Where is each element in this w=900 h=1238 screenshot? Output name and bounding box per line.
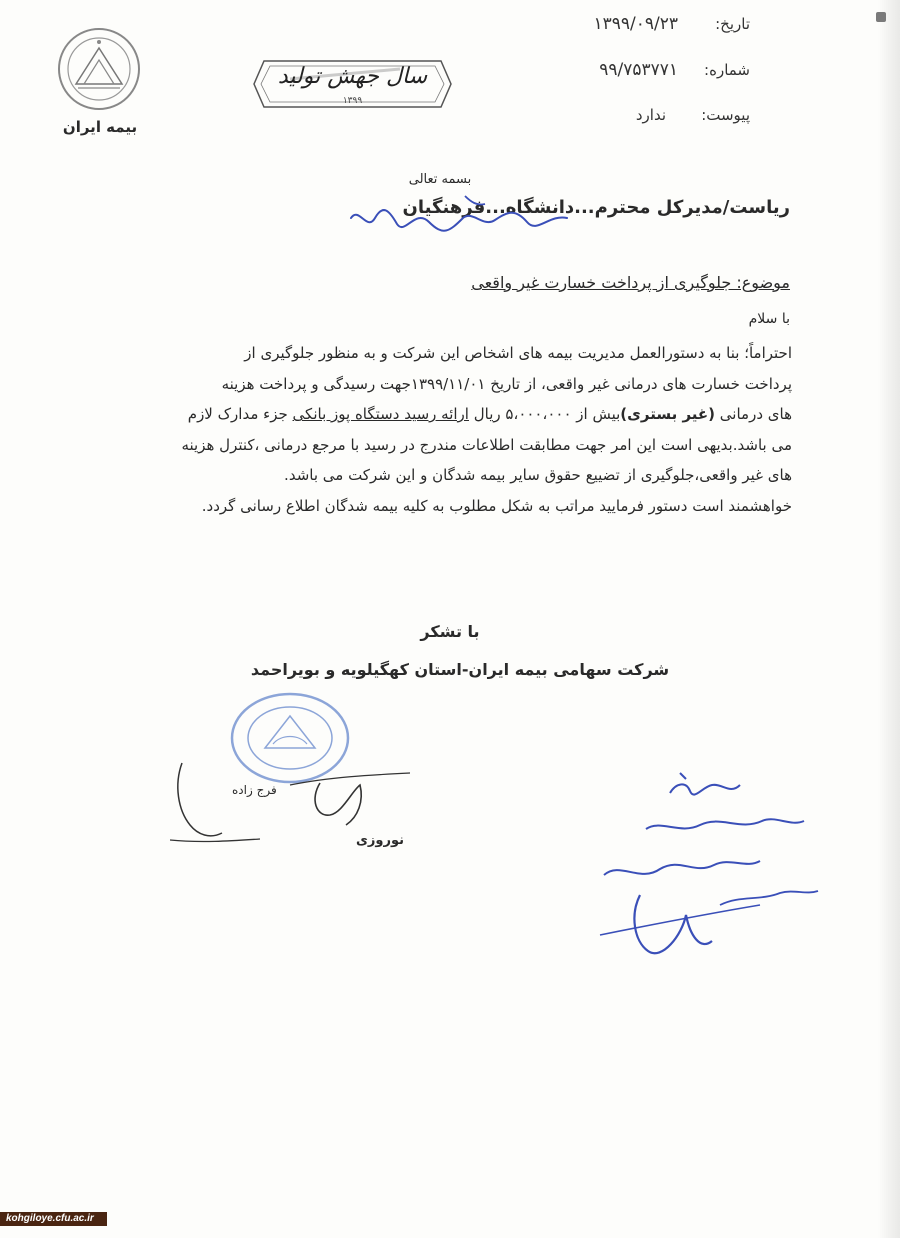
attachment-value: ندارد (635, 106, 666, 124)
signer-1-name: فرج زاده (232, 783, 277, 797)
banner-year: ۱۳۹۹ (342, 96, 363, 106)
attachment-label: پیوست: (701, 106, 750, 124)
body-line-3 (107, 399, 792, 430)
body-line-4: می باشد.بدیهی است این امر جهت مطابقت اطلاعات مندرج در رسید با مرجع درمانی ،کنترل هزینه (181, 435, 792, 454)
banner-slogan: سال جهش تولید (277, 64, 428, 89)
number-value: ۹۹/۷۵۳۷۷۱ (599, 60, 678, 80)
subject-line: موضوع: جلوگیری از پرداخت خسارت غیر واقعی (471, 273, 790, 292)
site-watermark: kohgiloye.cfu.ac.ir (0, 1212, 107, 1226)
company-name: شرکت سهامی بیمه ایران-استان کهگیلویه و بویراحمد (250, 660, 670, 679)
addressee: ریاست/مدیرکل محترم...دانشگاه...فرهنگیان (402, 197, 790, 218)
body-line-3e: جزء مدارک لازم (187, 405, 293, 424)
scan-mark (876, 12, 886, 22)
bismillah: بسمه تعالی (408, 172, 472, 187)
number-row (599, 60, 750, 80)
handwritten-referral-note (590, 765, 840, 985)
greeting: با سلام (748, 311, 790, 327)
date-row (593, 14, 750, 34)
date-value: ۱۳۹۹/۰۹/۲۳ (593, 14, 678, 34)
body-line-5: های غیر واقعی،جلوگیری از تضییع حقوق سایر بیمه شدگان و این شرکت می باشد. (284, 466, 792, 485)
signer-2-name: نوروزی (356, 833, 404, 848)
bimeh-iran-logo-icon (56, 26, 142, 112)
date-label: تاریخ: (715, 15, 750, 33)
body-line-6: خواهشمند است دستور فرمایید مراتب به شکل مطلوب به کلیه بیمه شدگان اطلاع رسانی گردد. (201, 496, 792, 515)
body-line-3c: بیش از ۵،۰۰۰،۰۰۰ ریال (468, 405, 621, 424)
closing-thanks: با تشکر (420, 622, 480, 641)
brand-name: بیمه ایران (62, 118, 138, 136)
letter-body (107, 338, 792, 522)
scan-edge (878, 0, 900, 1238)
outpatient-emphasis: (غیر بستری) (620, 405, 716, 424)
body-line-1: احتراماً؛ بنا به دستورالعمل مدیریت بیمه های اشخاص این شرکت و به منظور جلوگیری از (244, 344, 792, 362)
number-label: شماره: (704, 61, 750, 79)
handwritten-addressee-annotation (345, 188, 575, 248)
attachment-row (636, 106, 750, 124)
pos-receipt-emphasis: ارائه رسید دستگاه پوز بانکی (292, 405, 469, 424)
body-line-2: پرداخت خسارت های درمانی غیر واقعی، از تاریخ ۱۳۹۹/۱۱/۰۱جهت رسیدگی و پرداخت هزینه (221, 374, 792, 393)
body-line-3a: های درمانی (715, 405, 792, 424)
